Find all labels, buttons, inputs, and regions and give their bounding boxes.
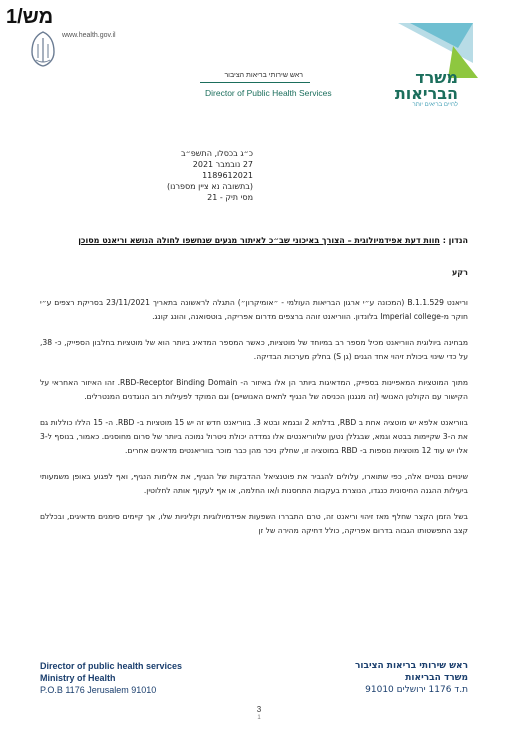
footer-he-address: ת.ד 1176 ירושלים 91010 [365, 685, 468, 695]
logo-tagline: לחיים בריאים יותר [412, 102, 458, 108]
letter-body [40, 266, 468, 550]
document-stamp: מש/1 [6, 6, 54, 28]
reply-note: (בתשובה נא ציין מספרנו) [166, 182, 253, 191]
page-number: 3 [256, 705, 262, 714]
logo-text-line2: הבריאות [394, 84, 458, 103]
subject-title: חוות דעת אפידמיולוגית – הצורך באיכוני שב״כ לאיתור מגעים שנחשפו לחולה הנושא וריאנט מסוכן [78, 236, 440, 245]
footer-en-address: P.O.B 1176 Jerusalem 91010 [40, 685, 157, 695]
subject-line [40, 236, 468, 245]
section-heading: רקע [451, 268, 468, 277]
page-subnumber: 1 [257, 715, 261, 721]
reference-number: 1189612021 [202, 171, 253, 180]
footer-hebrew [355, 660, 468, 696]
paragraph: וריאנט B.1.1.529 (המכונה ע״י ארגון הבריאות העולמי - ״אומיקרון״) התגלה לראשונה בתאריך 23/11/2021 בסריקת רצפים ע״י חוקר מ-Imperial college בלונדון. הווריאנט זוהה ברצפים מדרום אפריקה, בוטסואנה, והונג קונג. [40, 298, 469, 321]
footer-he-ministry: משרד הבריאות [405, 673, 468, 683]
paragraph: בווריאנט אלפא יש מוטציה אחת ב RBD, בדלתא 2 ובגמא ובטא 3. בווריאנט חדש זה יש 15 מוטציות ב- RBD. ה- 15 הללו כוללות גם את ה-3 שקיימות בבטא וגמא, שבגללן נטען שלווריאנטים אלו נמדדה יכולת ניטרול נמוכה ביותר של סרום מחוסנים. כאמור, בנוסף ל-3 אלו יש עוד 12 מוטציות נוספות ב- RBD במוטציה זו, שחלק ניכר מהן כבר מוכר בווריאנטים מדאיגים אחרים. [40, 418, 469, 455]
state-emblem-icon [28, 30, 58, 68]
footer-he-title: ראש שירותי בריאות הציבור [354, 661, 468, 671]
footer-en-ministry: Ministry of Health [40, 673, 116, 683]
paragraph: שינויים גנטיים אלה, כפי שתוארו, עלולים להגביר את פוטנציאל ההדבקות של הנגיף, את אלימות הנגיף, ואף לפגוע באופן משמעותי ביעילות ההגנה החיסונית כנגדו, הנוצרת בעקבות התחסנות ו/או החלמה, או אף לעקוף אותה לחלוטין. [40, 472, 468, 495]
logo-text-line1: משרד [415, 68, 458, 87]
department-divider [200, 82, 310, 83]
paragraph: מתוך המוטציות המאפיינות בספייק, המדאיגות ביותר הן אלו באיזור ה- RBD-Receptor Binding Domain. זהו האיזור האחראי על הקישור עם הקולטן האנושי (זה מנגנון הכניסה של הנגיף לתאים האנושיים) וגם המוקד לפעילות רוב הנוגדנים המנטרלים. [40, 378, 468, 401]
subject-label: הנדון : [442, 236, 468, 245]
footer-english [40, 660, 182, 696]
date-gregorian: 27 נובמבר 2021 [192, 160, 253, 169]
date-block [167, 148, 253, 203]
paragraph: מבחינה ביולוגית הווריאנט מכיל מספר רב במיוחד של מוטציות, כאשר המספר המדאיג ביותר הוא של מוטציות בחלבון הספייק, כ- 38, על כדי שינוי ביכולת זיהוי אחד הגנים (גן S) בחלק מערכות הבדיקה. [40, 338, 468, 361]
department-hebrew: ראש שירותי בריאות הציבור [224, 72, 303, 79]
department-english: Director of Public Health Services [205, 88, 332, 98]
file-number: מסי תיק - 21 [207, 193, 253, 202]
footer-en-title: Director of public health services [40, 661, 183, 671]
website-url: www.health.gov.il [62, 32, 116, 39]
paragraph: בשל הזמן הקצר שחלף מאז זיהוי וריאנט זה, טרם התבררו השפעות אפידמיולוגיות וקליניות שלו, אך קיימים סימנים מדאיגים, ובכללם קצב התפשטותו הגבוה בדרום אפריקה, כולל דחיקה מהירה של זן [40, 512, 468, 535]
date-hebrew: כ״ג בכסלו, התשפ״ב [180, 149, 253, 158]
